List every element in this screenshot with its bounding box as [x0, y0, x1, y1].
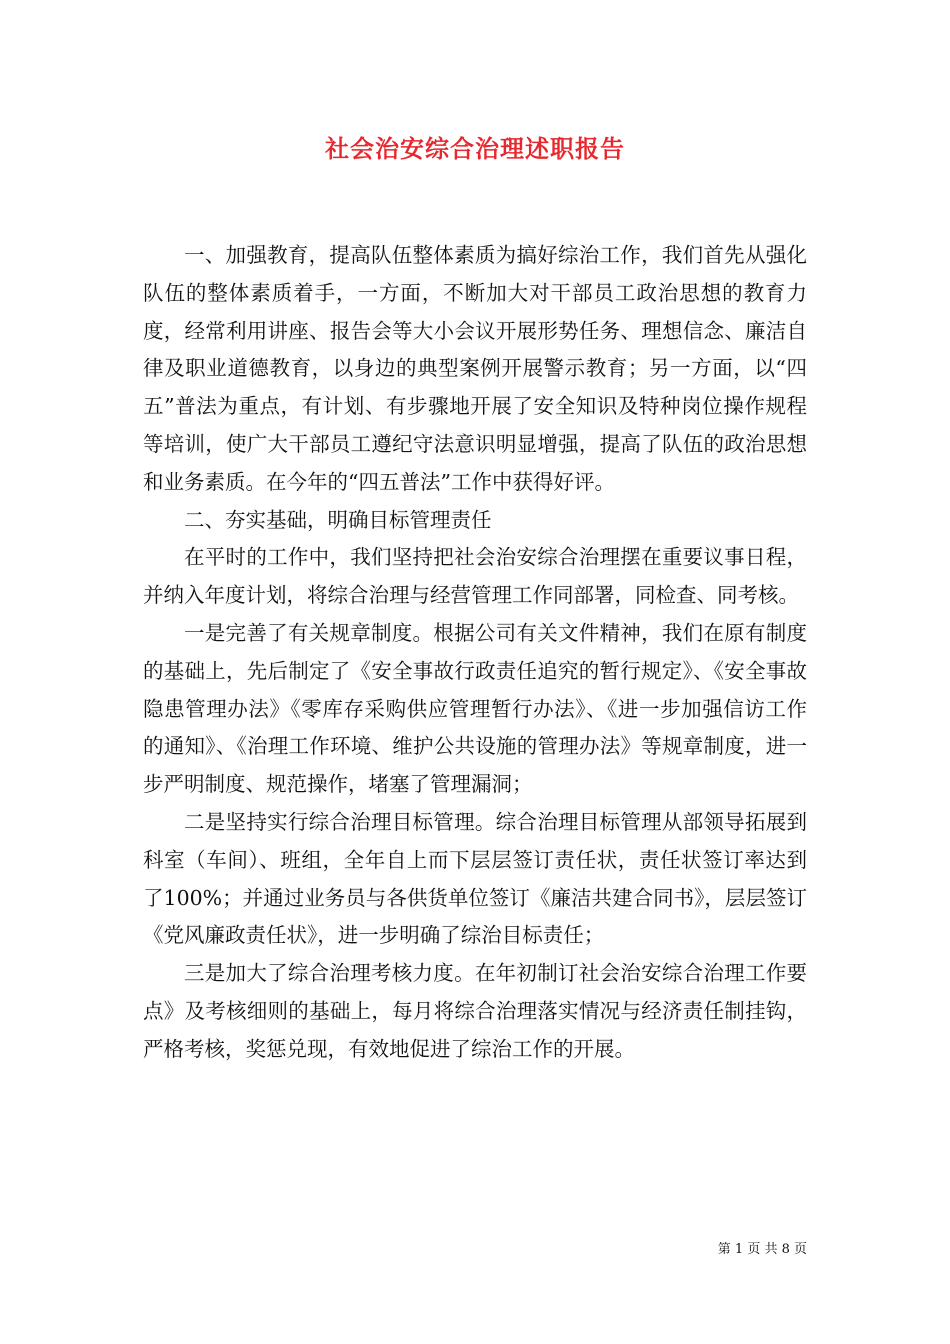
paragraph-heading-foundation: 二、夯实基础，明确目标管理责任 [184, 507, 492, 532]
page-number: 第 1 页 共 8 页 [717, 1242, 807, 1257]
document-title: 社会治安综合治理述职报告 [325, 134, 625, 163]
paragraph-regulations: 一是完善了有关规章制度。根据公司有关文件精神，我们在原有制度的基础上，先后制定了《安全事故行政责任追究的暂行规定》、《安全事故隐患管理办法》《零库存采购供应管理暂行办法》、《进一步加强信访工作的通知》、《治理工作环境、维护公共设施的管理办法》等规章制度，进一步严明制度、规范操作，堵塞了管理漏洞； [143, 620, 807, 797]
paragraph-education: 一、加强教育，提高队伍整体素质为搞好综治工作，我们首先从强化队伍的整体素质着手，一方面，不断加大对干部员工政治思想的教育力度，经常利用讲座、报告会等大小会议开展形势任务、理想信念、廉洁自律及职业道德教育，以身边的典型案例开展警示教育；另一方面，以“四五”普法为重点，有计划、有步骤地开展了安全知识及特种岗位操作规程等培训，使广大干部员工遵纪守法意识明显增强，提高了队伍的政治思想和业务素质。在今年的“四五普法”工作中获得好评。 [143, 243, 807, 494]
paragraph-daily-work: 在平时的工作中，我们坚持把社会治安综合治理摆在重要议事日程，并纳入年度计划，将综合治理与经营管理工作同部署，同检查、同考核。 [143, 545, 807, 608]
document-body [143, 237, 807, 1069]
paragraph-target-management: 二是坚持实行综合治理目标管理。综合治理目标管理从部领导拓展到科室（车间）、班组，全年自上而下层层签订责任状，责任状签订率达到了100%；并通过业务员与各供货单位签订《廉洁共建合同书》，层层签订《党风廉政责任状》，进一步明确了综治目标责任； [143, 809, 807, 948]
paragraph-assessment: 三是加大了综合治理考核力度。在年初制订社会治安综合治理工作要点》及考核细则的基础上，每月将综合治理落实情况与经济责任制挂钩，严格考核，奖惩兑现，有效地促进了综治工作的开展。 [143, 961, 807, 1061]
